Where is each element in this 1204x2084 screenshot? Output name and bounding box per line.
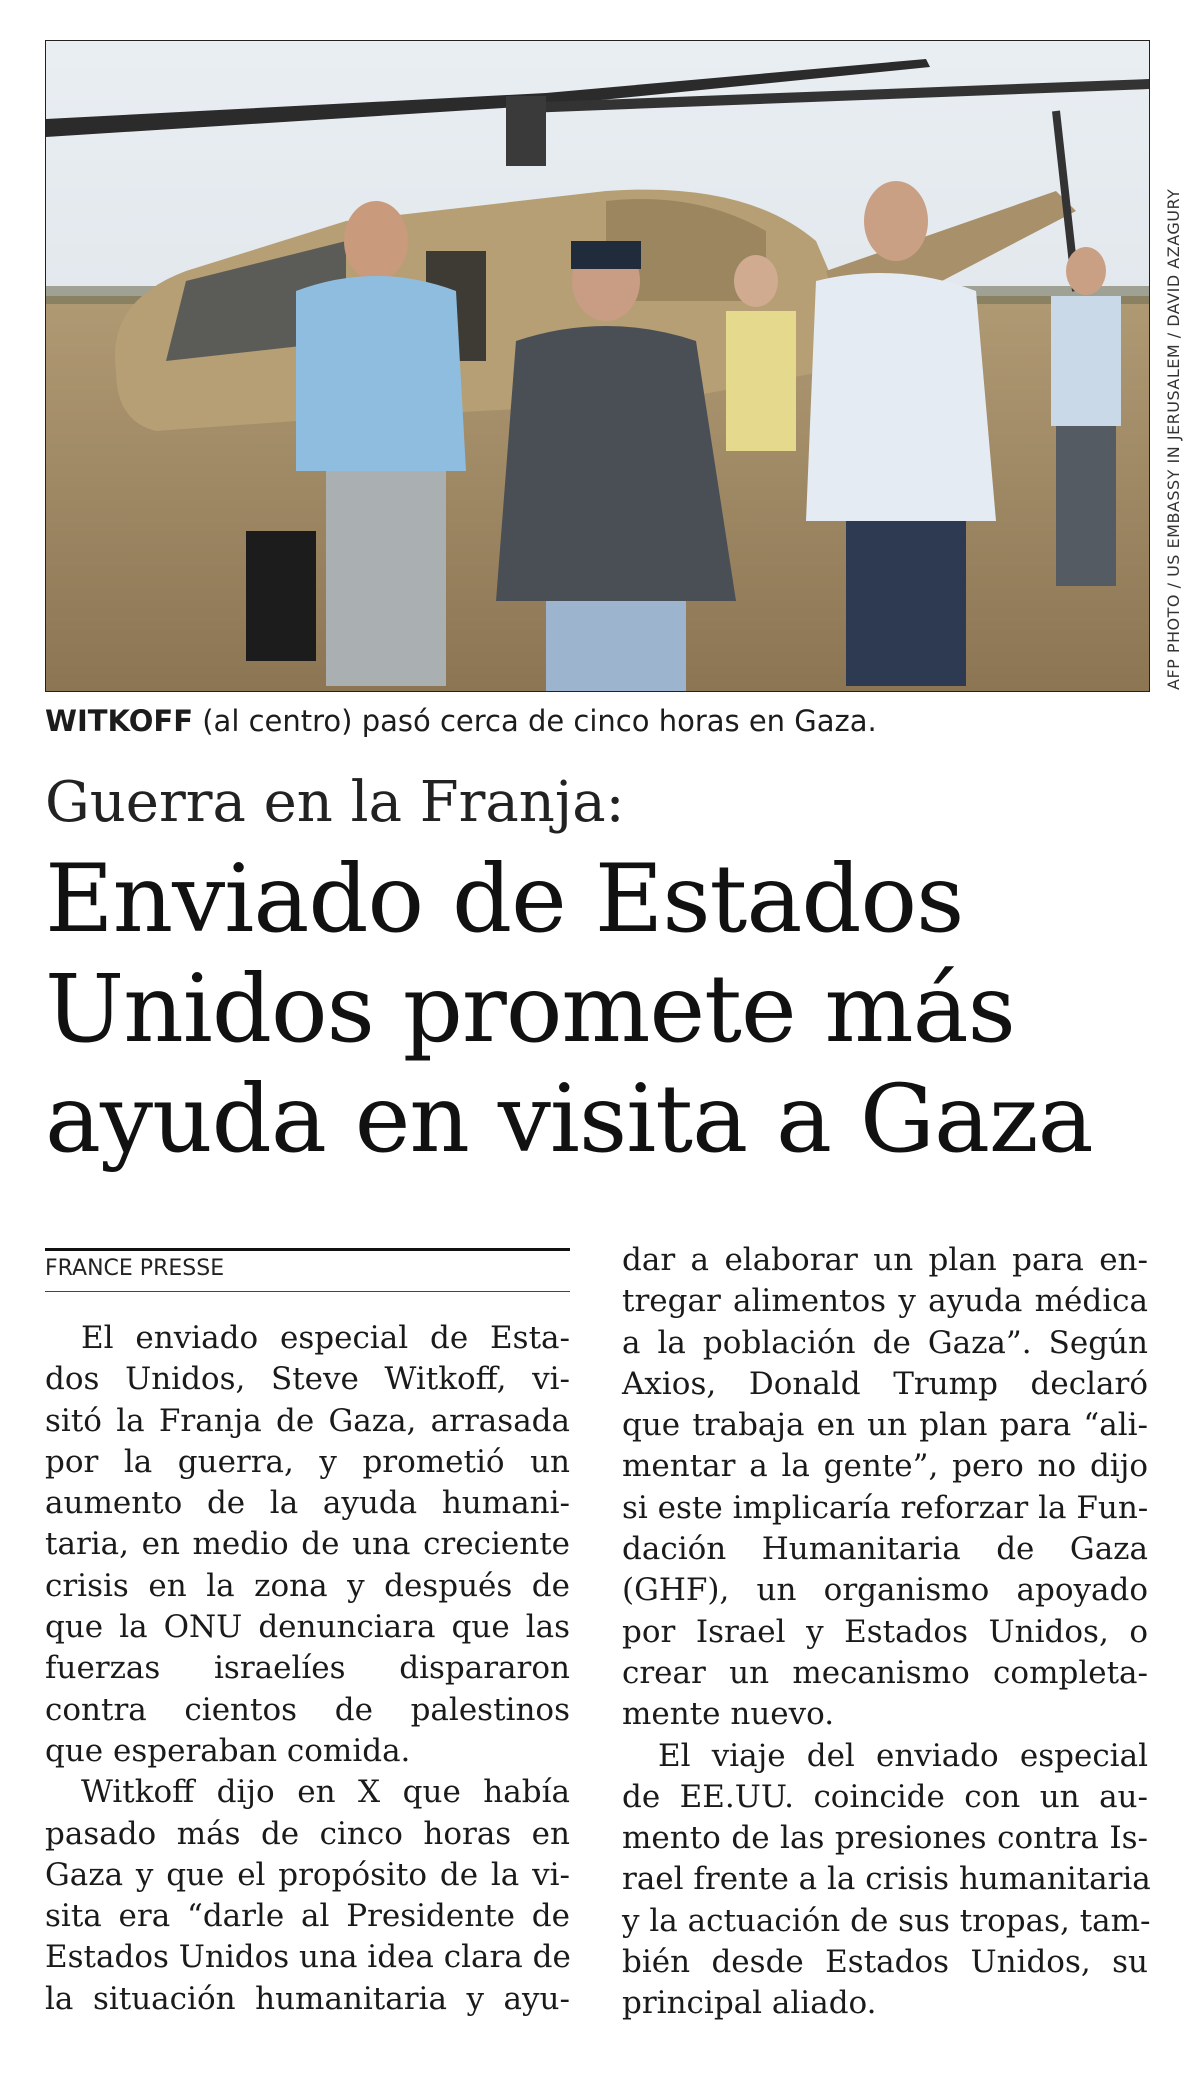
text-line: por Israel y Estados Unidos, o (622, 1613, 1148, 1650)
text-line: mentar a la gente”, pero no dijo (622, 1448, 1148, 1485)
text-line: dación Humanitaria de Gaza (622, 1531, 1148, 1568)
article-headline (45, 845, 1155, 1175)
text-line: Axios, Donald Trump declaró (622, 1365, 1148, 1402)
text-line: (GHF), un organismo apoyado (622, 1572, 1148, 1609)
text-line: pasado más de cinco horas en (45, 1815, 570, 1852)
article-byline: FRANCE PRESSE (45, 1256, 225, 1281)
text-line: que trabaja en un plan para “ali- (622, 1407, 1148, 1444)
text-line: crear un mecanismo completa- (622, 1654, 1148, 1691)
text-line: a la población de Gaza”. Según (622, 1324, 1148, 1361)
text-line: crisis en la zona y después de (45, 1567, 570, 1604)
headline-line: Unidos promete más (45, 955, 1015, 1064)
headline-line: Enviado de Estados (45, 845, 964, 954)
text-line: dos Unidos, Steve Witkoff, vi- (45, 1361, 570, 1398)
article-kicker: Guerra en la Franja: (45, 770, 625, 835)
text-line: bién desde Estados Unidos, su (622, 1944, 1148, 1981)
text-line: y la actuación de sus tropas, tam- (622, 1902, 1151, 1939)
text-line: sita era “darle al Presidente de (45, 1898, 570, 1935)
text-line: sitó la Franja de Gaza, arrasada (45, 1402, 570, 1439)
text-line: contra cientos de palestinos (45, 1691, 570, 1728)
text-line: por la guerra, y prometió un (45, 1443, 570, 1480)
byline-top-rule (45, 1248, 570, 1251)
text-line: principal aliado. (622, 1985, 877, 2022)
text-line: El enviado especial de Esta- (81, 1320, 570, 1356)
news-photo (45, 40, 1150, 692)
article-column-right (622, 1240, 1151, 2025)
text-line: que esperaban comida. (45, 1732, 411, 1769)
byline-bottom-rule (45, 1291, 570, 1292)
text-line: mento de las presiones contra Is- (622, 1820, 1148, 1857)
helicopter-scene-image (46, 41, 1149, 691)
text-line: Estados Unidos una idea clara de (45, 1939, 571, 1976)
caption-text: (al centro) pasó cerca de cinco horas en Gaza. (193, 704, 877, 738)
text-line: si este implicaría reforzar la Fun- (622, 1489, 1149, 1526)
text-line: dar a elaborar un plan para en- (622, 1242, 1148, 1278)
text-line: tregar alimentos y ayuda médica (622, 1283, 1148, 1320)
text-line: rael frente a la crisis humanitaria (622, 1861, 1151, 1898)
text-line: Gaza y que el propósito de la vi- (45, 1856, 570, 1893)
text-line: que la ONU denunciara que las (45, 1609, 570, 1646)
text-line: de EE.UU. coincide con un au- (622, 1778, 1148, 1815)
photo-credit: AFP PHOTO / US EMBASSY IN JERUSALEM / DAVID AZAGURY (1164, 188, 1183, 690)
headline-line: ayuda en visita a Gaza (45, 1065, 1093, 1174)
text-line: fuerzas israelíes dispararon (45, 1650, 570, 1687)
text-line: aumento de la ayuda humani- (45, 1485, 570, 1522)
text-line: mente nuevo. (622, 1696, 835, 1733)
article-column-left (45, 1318, 570, 2020)
text-line: Witkoff dijo en X que había (81, 1774, 570, 1811)
text-line: la situación humanitaria y ayu- (45, 1980, 570, 2017)
photo-caption (45, 704, 1145, 738)
text-line: El viaje del enviado especial (658, 1737, 1148, 1774)
caption-lead: WITKOFF (45, 704, 194, 738)
text-line: taria, en medio de una creciente (45, 1526, 570, 1563)
